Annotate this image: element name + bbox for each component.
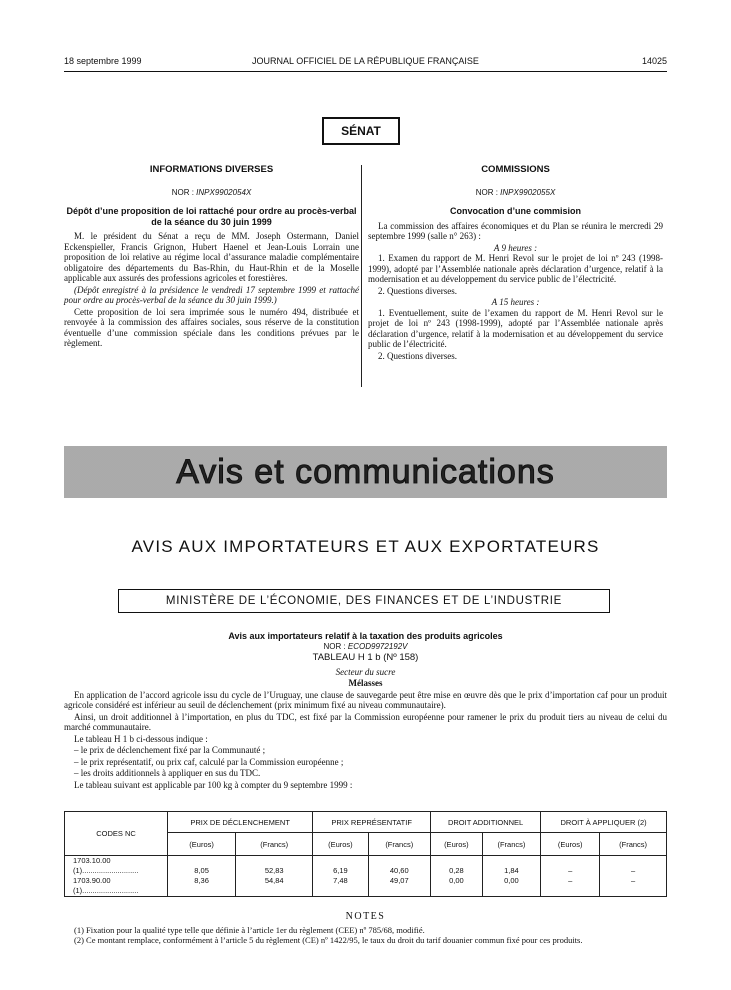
avis-nor xyxy=(64,642,667,653)
cell-value: 8,36 xyxy=(194,876,209,885)
nor-prefix: NOR : xyxy=(323,641,348,651)
right-intro: La commission des affaires économiques et du Plan se réunira le mercredi 29 septembre 1999 (salle n° 263) : xyxy=(368,220,663,241)
note-item: (2) Ce montant remplace, conformément à l’article 5 du règlement (CE) nº 1422/95, le taux du droit du tarif douanier commun fixé pour ces produits. xyxy=(74,935,583,945)
value-cell xyxy=(313,856,368,897)
agenda-item: 1. Eventuellement, suite de l’examen du rapport de M. Henri Revol sur le projet de loi nº 243 (1998-1999), adopté par l’Assemblée nationale après déclaration d’urgence, relatif à la modernisation et au développement du service public de l’électricité. xyxy=(368,307,663,349)
avis-paragraph: Ainsi, un droit additionnel à l’importation, en plus du TDC, est fixé par la Commission européenne pour ramener le prix du produit tiers au niveau de celui du marché communautaire. xyxy=(64,711,667,732)
unit-header: (Euros) xyxy=(431,833,483,856)
cell-value: 1,84 xyxy=(504,866,519,875)
nor-code: INPX9902055X xyxy=(500,187,556,197)
notes-heading: NOTES xyxy=(345,911,386,922)
value-cell xyxy=(168,856,236,897)
left-column xyxy=(64,165,359,350)
left-paragraph-italic: (Dépôt enregistré à la présidence le vendredi 17 septembre 1999 et rattaché pour ordre au procès-verbal de la séance du 30 juin 1999.) xyxy=(64,284,359,305)
code-cell xyxy=(65,856,168,897)
notes-body xyxy=(64,925,667,945)
tableau-label: TABLEAU H 1 b (Nº 158) xyxy=(312,652,419,663)
avis-title: Avis aux importateurs relatif à la taxation des produits agricoles xyxy=(228,631,503,641)
page-number: 14025 xyxy=(641,56,667,66)
col-header-codes: CODES NC xyxy=(65,812,168,856)
tariff-table xyxy=(64,811,667,897)
col-group-header: PRIX REPRÉSENTATIF xyxy=(313,812,431,833)
left-paragraph: M. le président du Sénat a reçu de MM. Joseph Ostermann, Daniel Eckenspieller, Francis Grignon, Hubert Haenel et Jean-Louis Lorrain une proposition de loi relative au régime local d’assurance maladie complémentaire obligatoire des départements du Bas-Rhin, du Haut-Rhin et de la Moselle applicable aux assurés des professions agricoles et forestières. xyxy=(64,231,359,283)
code-value: 1703.10.00 (1)........................... xyxy=(73,856,139,875)
list-item: – le prix de déclenchement fixé par la Communauté ; xyxy=(74,745,266,755)
right-title: Convocation d’une commision xyxy=(449,206,581,216)
left-paragraph: Cette proposition de loi sera imprimée sous le numéro 494, distribuée et renvoyée à la commission des affaires sociales, sous réserve de la constitution éventuelle d’une commission spéciale dans les conditions prévues par le règlement. xyxy=(64,306,359,348)
nor-prefix: NOR : xyxy=(475,187,501,197)
avis-paragraph: Le tableau suivant est applicable par 100 kg à compter du 9 septembre 1999 : xyxy=(74,779,353,790)
list-item: – le prix représentatif, ou prix caf, calculé par la Commission européenne ; xyxy=(74,756,344,767)
col-group-header: PRIX DE DÉCLENCHEMENT xyxy=(168,812,313,833)
column-divider xyxy=(361,165,362,387)
running-header xyxy=(64,56,667,68)
cell-value: – xyxy=(568,866,573,875)
right-nor xyxy=(368,188,663,199)
senat-box: SÉNAT xyxy=(322,117,400,145)
unit-header: (Euros) xyxy=(313,833,368,856)
cell-value: 8,05 xyxy=(194,866,209,875)
avis-paragraph: Le tableau H 1 b ci-dessous indique : xyxy=(74,733,208,744)
nor-prefix: NOR : xyxy=(171,187,197,197)
nor-code: INPX9902054X xyxy=(196,187,252,197)
unit-header: (Francs) xyxy=(368,833,430,856)
value-cell xyxy=(541,856,600,897)
cell-value: 0,28 xyxy=(449,866,464,875)
cell-value: – xyxy=(631,866,636,875)
time-slot: A 15 heures : xyxy=(491,297,540,307)
cell-value: 7,48 xyxy=(333,876,348,885)
cell-value: – xyxy=(568,876,573,885)
note-item: (1) Fixation pour la qualité type telle que définie à l’article 1er du règlement (CEE) nº 785/68, modifié. xyxy=(74,925,425,935)
value-cell xyxy=(368,856,430,897)
agenda-item: 1. Examen du rapport de M. Henri Revol sur le projet de loi nº 243 (1998-1999), adopté par l’Assemblée nationale après déclaration d’urgence, relatif à la modernisation et au développement du service public de l’électricité. xyxy=(368,253,663,284)
header-rule xyxy=(64,71,667,72)
nor-code: ECOD9972192V xyxy=(347,641,408,651)
cell-value: 0,00 xyxy=(504,876,519,885)
table-row xyxy=(65,856,667,897)
avis-body xyxy=(64,631,667,791)
value-cell xyxy=(236,856,313,897)
col-group-header: DROIT ADDITIONNEL xyxy=(431,812,541,833)
avis-heading: AVIS AUX IMPORTATEURS ET AUX EXPORTATEURS xyxy=(131,537,600,556)
cell-value: 54,84 xyxy=(264,876,284,885)
unit-header: (Francs) xyxy=(482,833,540,856)
journal-title: JOURNAL OFFICIEL DE LA RÉPUBLIQUE FRANÇAISE xyxy=(252,56,479,66)
cell-value: 40,60 xyxy=(389,866,409,875)
left-heading: INFORMATIONS DIVERSES xyxy=(149,164,274,175)
value-cell xyxy=(600,856,667,897)
cell-value: 6,19 xyxy=(333,866,348,875)
produit-label: Mélasses xyxy=(348,678,383,688)
col-group-header: DROIT À APPLIQUER (2) xyxy=(541,812,667,833)
list-item: – les droits additionnels à appliquer en sus du TDC. xyxy=(74,768,261,778)
issue-date: 18 septembre 1999 xyxy=(64,56,142,66)
value-cell xyxy=(482,856,540,897)
cell-value: 52,83 xyxy=(264,866,284,875)
agenda-item: 2. Questions diverses. xyxy=(378,285,457,296)
unit-header: (Francs) xyxy=(600,833,667,856)
agenda-item: 2. Questions diverses. xyxy=(378,350,457,361)
unit-header: (Euros) xyxy=(541,833,600,856)
section-banner xyxy=(64,446,667,498)
unit-header: (Euros) xyxy=(168,833,236,856)
value-cell xyxy=(431,856,483,897)
cell-value: – xyxy=(631,876,636,885)
code-value: 1703.90.00 (1)........................... xyxy=(73,876,139,895)
left-title: Dépôt d’une proposition de loi rattaché pour ordre au procès-verbal de la séance du 30 juin 1999 xyxy=(66,206,357,227)
right-column xyxy=(368,165,663,362)
right-heading: COMMISSIONS xyxy=(481,164,550,175)
avis-paragraph: En application de l’accord agricole issu du cycle de l’Uruguay, une clause de sauvegarde peut être mise en œuvre dès que le prix d’importation caf pour un produit agricole considéré est inférieur au seuil de déclenchement (prix minimum fixé au niveau communautaire). xyxy=(64,689,667,710)
cell-value: 49,07 xyxy=(389,876,409,885)
table-header-row xyxy=(65,812,667,833)
secteur-label: Secteur du sucre xyxy=(335,666,396,677)
left-nor xyxy=(64,188,359,199)
banner-text: Avis et communications xyxy=(176,452,555,491)
unit-header: (Francs) xyxy=(236,833,313,856)
cell-value: 0,00 xyxy=(449,876,464,885)
time-slot: A 9 heures : xyxy=(493,242,538,253)
ministry-box: MINISTÈRE DE L’ÉCONOMIE, DES FINANCES ET DE L’INDUSTRIE xyxy=(118,589,610,613)
